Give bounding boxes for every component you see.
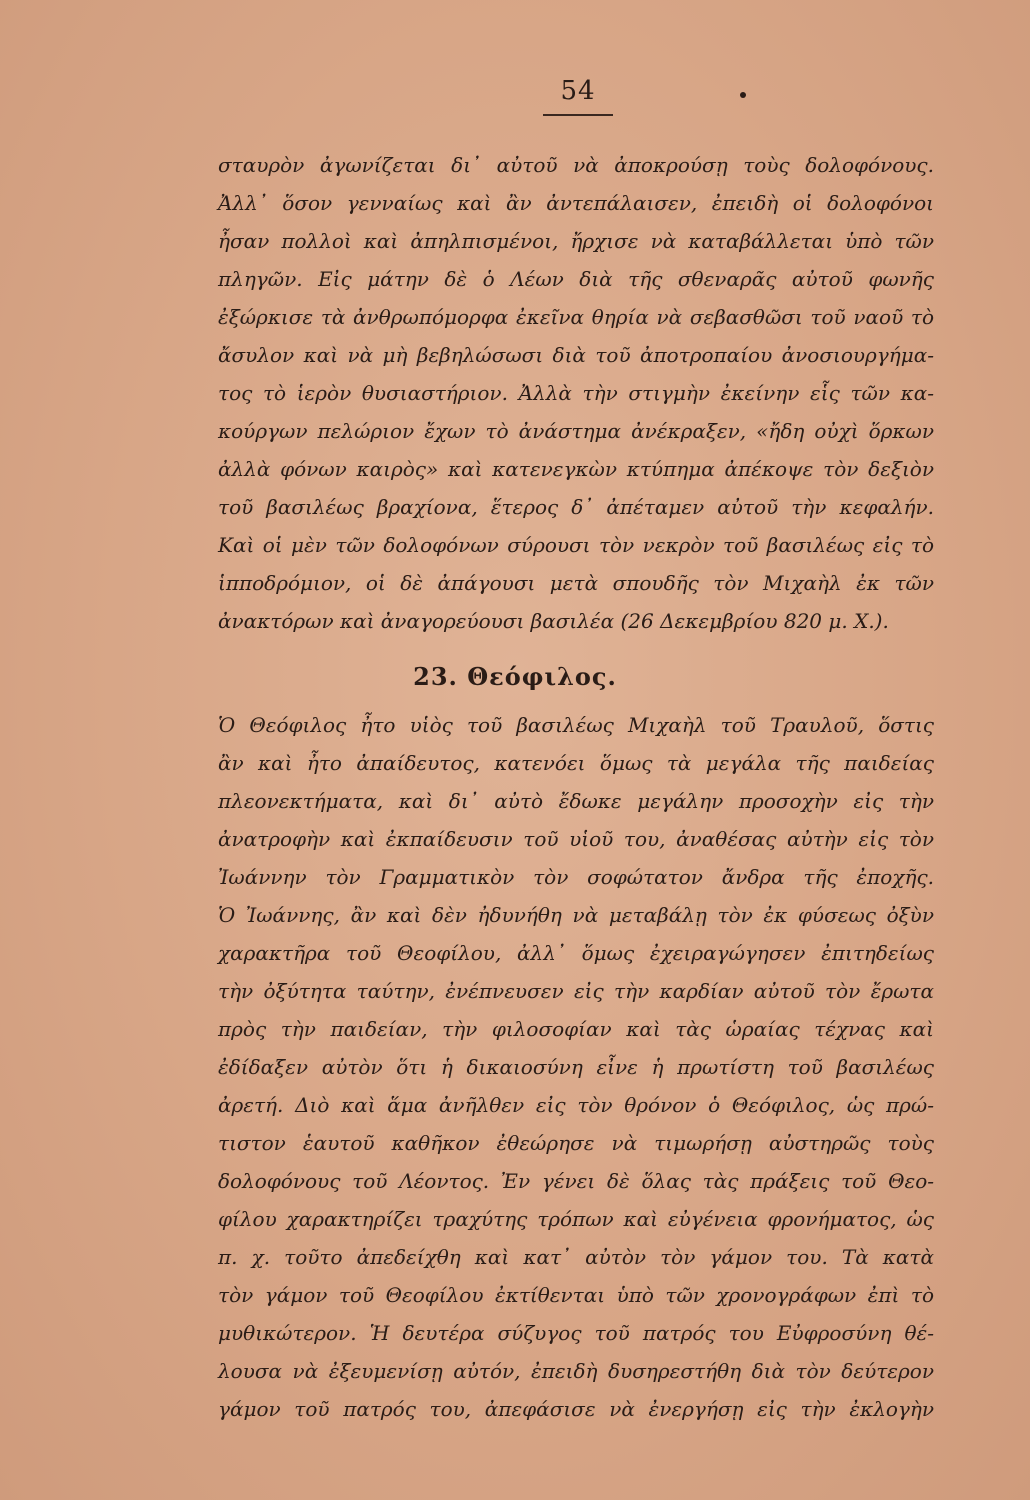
text-line: ἂν καὶ ἦτο ἀπαίδευτος, κατενόει ὅμως τὰ μεγάλα τῆς παιδείας [218, 751, 934, 775]
text-line: μυθικώτερον. Ἡ δευτέρα σύζυγος τοῦ πατρός του Εὐφροσύνη θέ- [218, 1321, 934, 1345]
text-line: ἄσυλον καὶ νὰ μὴ βεβηλώσωσι διὰ τοῦ ἀποτροπαίου ἀνοσιουργήμα- [218, 343, 934, 367]
text-line: ἀνακτόρων καὶ ἀναγορεύουσι βασιλέα (26 Δεκεμβρίου 820 μ. Χ.). [218, 609, 889, 633]
text-line: Ὁ Ἰωάννης, ἂν καὶ δὲν ἠδυνήθη νὰ μεταβάλῃ τὸν ἐκ φύσεως ὀξὺν [218, 903, 934, 927]
text-line: Ἀλλ᾽ ὅσον γενναίως καὶ ἂν ἀντεπάλαισεν, ἐπειδὴ οἱ δολοφόνοι [218, 191, 934, 215]
text-line: σταυρὸν ἀγωνίζεται δι᾽ αὐτοῦ νὰ ἀποκρούσῃ τοὺς δολοφόνους. [218, 153, 934, 177]
text-line: γάμον τοῦ πατρός του, ἀπεφάσισε νὰ ἐνεργήσῃ εἰς τὴν ἐκλογὴν [218, 1397, 934, 1421]
text-line: λουσα νὰ ἐξευμενίσῃ αὐτόν, ἐπειδὴ δυσηρεστήθη διὰ τὸν δεύτερον [218, 1359, 934, 1383]
text-line: ἀλλὰ φόνων καιρὸς» καὶ κατενεγκὼν κτύπημα ἀπέκοψε τὸν δεξιὸν [218, 457, 934, 481]
text-line: ἀνατροφὴν καὶ ἐκπαίδευσιν τοῦ υἱοῦ του, ἀναθέσας αὐτὴν εἰς τὸν [218, 827, 934, 851]
text-line: πρὸς τὴν παιδείαν, τὴν φιλοσοφίαν καὶ τὰς ὡραίας τέχνας καὶ [218, 1017, 934, 1041]
text-line: πλεονεκτήματα, καὶ δι᾽ αὐτὸ ἔδωκε μεγάλην προσοχὴν εἰς τὴν [218, 789, 934, 813]
text-line: ἦσαν πολλοὶ καὶ ἀπηλπισμένοι, ἤρχισε νὰ καταβάλλεται ὑπὸ τῶν [218, 229, 934, 253]
header-rule [543, 114, 613, 116]
text-line: τιστον ἑαυτοῦ καθῆκον ἐθεώρησε νὰ τιμωρήσῃ αὐστηρῶς τοὺς [218, 1131, 934, 1155]
text-line: Ἰωάννην τὸν Γραμματικὸν τὸν σοφώτατον ἄνδρα τῆς ἐποχῆς. [218, 865, 934, 889]
text-line: τοῦ βασιλέως βραχίονα, ἕτερος δ᾽ ἀπέταμεν αὐτοῦ τὴν κεφαλήν. [218, 495, 934, 519]
text-line: δολοφόνους τοῦ Λέοντος. Ἐν γένει δὲ ὅλας τὰς πράξεις τοῦ Θεο- [218, 1169, 934, 1193]
text-line: πληγῶν. Εἰς μάτην δὲ ὁ Λέων διὰ τῆς σθεναρᾶς αὐτοῦ φωνῆς [218, 267, 934, 291]
section-heading: 23. Θεόφιλος. [413, 662, 617, 691]
text-line: φίλου χαρακτηρίζει τραχύτης τρόπων καὶ εὐγένεια φρονήματος, ὡς [218, 1207, 934, 1231]
text-line: π. χ. τοῦτο ἀπεδείχθη καὶ κατ᾽ αὐτὸν τὸν γάμον του. Τὰ κατὰ [218, 1245, 934, 1269]
text-line: τος τὸ ἱερὸν θυσιαστήριον. Ἀλλὰ τὴν στιγμὴν ἐκείνην εἷς τῶν κα- [218, 381, 934, 405]
text-line: Ὁ Θεόφιλος ἦτο υἱὸς τοῦ βασιλέως Μιχαὴλ τοῦ Τραυλοῦ, ὅστις [218, 713, 934, 737]
text-line: τὴν ὀξύτητα ταύτην, ἐνέπνευσεν εἰς τὴν καρδίαν αὐτοῦ τὸν ἔρωτα [218, 979, 934, 1003]
text-line: Καὶ οἱ μὲν τῶν δολοφόνων σύρουσι τὸν νεκρὸν τοῦ βασιλέως εἰς τὸ [218, 533, 934, 557]
text-line: χαρακτῆρα τοῦ Θεοφίλου, ἀλλ᾽ ὅμως ἐχειραγώγησεν ἐπιτηδείως [218, 941, 934, 965]
text-line: τὸν γάμον τοῦ Θεοφίλου ἐκτίθενται ὑπὸ τῶν χρονογράφων ἐπὶ τὸ [218, 1283, 934, 1307]
ink-dot [740, 92, 746, 98]
text-line: ἐξώρκισε τὰ ἀνθρωπόμορφα ἐκεῖνα θηρία νὰ σεβασθῶσι τοῦ ναοῦ τὸ [218, 305, 934, 329]
text-line: κούργων πελώριον ἔχων τὸ ἀνάστημα ἀνέκραξεν, «ἤδη οὐχὶ ὅρκων [218, 419, 934, 443]
page-number: 54 [560, 76, 596, 106]
text-line: ἐδίδαξεν αὐτὸν ὅτι ἡ δικαιοσύνη εἶνε ἡ πρωτίστη τοῦ βασιλέως [218, 1055, 934, 1079]
text-line: ἱπποδρόμιον, οἱ δὲ ἀπάγουσι μετὰ σπουδῆς τὸν Μιχαὴλ ἐκ τῶν [218, 571, 934, 595]
text-line: ἀρετή. Διὸ καὶ ἅμα ἀνῆλθεν εἰς τὸν θρόνον ὁ Θεόφιλος, ὡς πρώ- [218, 1093, 934, 1117]
